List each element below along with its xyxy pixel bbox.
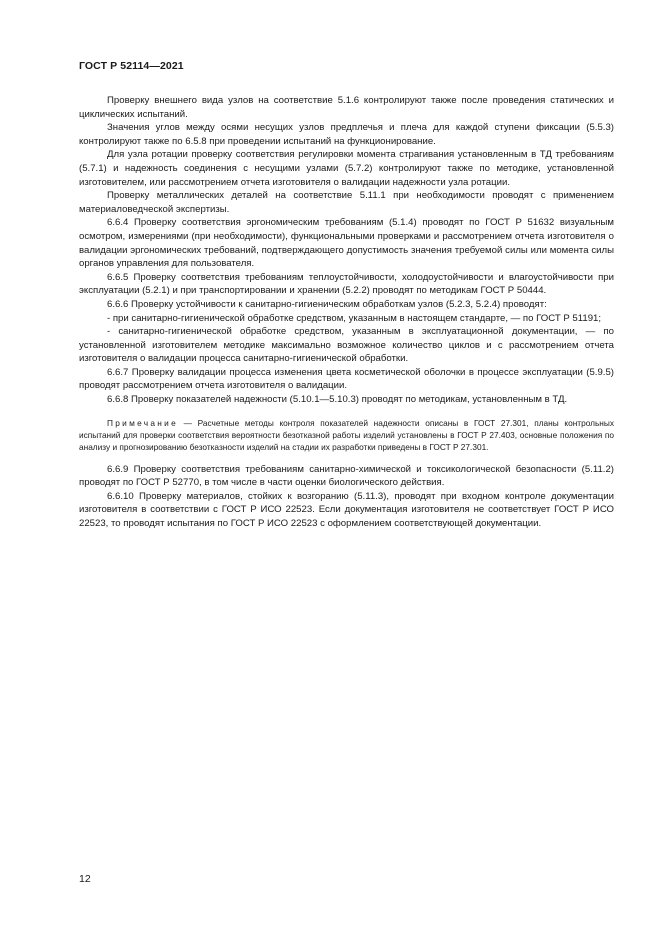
paragraph-6-6-10: 6.6.10 Проверку материалов, стойких к возгоранию (5.11.3), проводят при входном контроле документации изготовителя в соответствии с ГОСТ Р ИСО 22523. Если документация изготовителя не соответствует ГОСТ Р ИСО 22523, то проводят испытания по ГОСТ Р ИСО 22523 с оформлением соответствующей документации. — [79, 490, 614, 530]
note — [79, 417, 614, 453]
paragraph-6-6-9: 6.6.9 Проверку соответствия требованиям санитарно-химической и токсикологической безопасности (5.11.2) проводят по ГОСТ Р 52770, в том числе в части оценки биологического действия. — [79, 463, 614, 489]
paragraph-6-6-7: 6.6.7 Проверку валидации процесса изменения цвета косметической оболочки в процессе эксплуатации (5.9.5) проводят рассмотрением отчета изготовителя о валидации. — [79, 366, 614, 392]
paragraph: Проверку внешнего вида узлов на соответствие 5.1.6 контролируют также после проведения статических и циклических испытаний. — [79, 95, 614, 120]
list-item: - санитарно-гигиенической обработке средством, указанным в эксплуатационной документации, — по установленной изготовителем методике максимально возможное количество циклов и с рассмотрением отчета изготовителя о валидации процесса санитарно-гигиенической обработки. — [79, 326, 614, 365]
document-body — [79, 94, 614, 531]
paragraph-6-6-8: 6.6.8 Проверку показателей надежности (5.10.1—5.10.3) проводят по методикам, установленным в ТД. — [107, 394, 568, 406]
paragraph-6-6-4: 6.6.4 Проверку соответствия эргономическим требованиям (5.1.4) проводят по ГОСТ Р 51632 визуальным осмотром, измерениями (при необходимости), функциональными проверками и рассмотрением отчета изготовителя о валидации эргономических требований, подтверждающего допустимость значения требуемой силы или момента силы органов управления для пользователя. — [79, 217, 614, 270]
paragraph-6-6-6: 6.6.6 Проверку устойчивости к санитарно-гигиеническим обработкам узлов (5.2.3, 5.2.4) проводят: — [107, 298, 547, 310]
page-number: 12 — [79, 873, 91, 885]
note-text: — Расчетные методы контроля показателей надежности описаны в ГОСТ 27.301, планы контрольных испытаний для проверки соответствия вероятности безотказной работы изделий установлены в ГОСТ Р 27.403, основные положения по анализу и прогнозированию безотказности изделий на стадии их разработки приведены в ГОСТ Р 27.301. — [79, 417, 614, 452]
paragraph-6-6-5: 6.6.5 Проверку соответствия требованиям теплоустойчивости, холодоустойчивости и влагоустойчивости при эксплуатации (5.2.1) и при транспортировании и хранении (5.2.2) проводят по методикам ГОСТ Р 50444. — [79, 271, 614, 297]
document-header: ГОСТ Р 52114—2021 — [79, 60, 184, 72]
paragraph: Для узла ротации проверку соответствия регулировки момента страгивания установленным в ТД требованиям (5.7.1) и надежность соединения с несущими узлами (5.7.2) контролируют также по методике, установленной изготовителем, или рассмотрением отчета изготовителя о валидации надежности узла ротации. — [79, 149, 614, 188]
paragraph: Значения углов между осями несущих узлов предплечья и плеча для каждой ступени фиксации (5.5.3) контролируют также по 6.5.8 при проведении испытаний на функционирование. — [79, 122, 614, 147]
list-item: - при санитарно-гигиенической обработке средством, указанным в настоящем стандарте, — по ГОСТ Р 51191; — [107, 312, 602, 324]
paragraph: Проверку металлических деталей на соответствие 5.11.1 при необходимости проводят с применением материаловедческой экспертизы. — [79, 190, 614, 215]
note-label: Примечание — [107, 417, 179, 428]
